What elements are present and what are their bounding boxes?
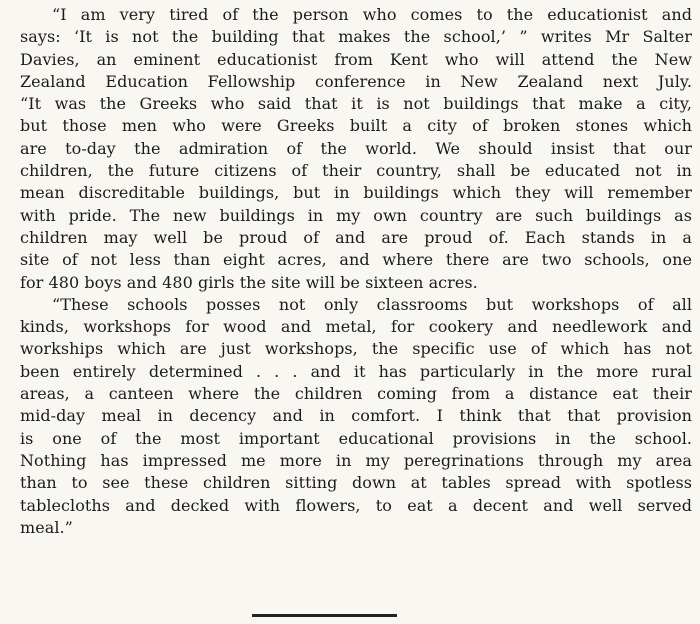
text-line: mean discreditable buildings, but in buildings which they will remember — [20, 183, 692, 203]
text-line: Nothing has impressed me more in my peregrinations through my area — [20, 450, 692, 470]
paragraph-2 — [20, 294, 692, 539]
text-line: workships which are just workshops, the specific use of which has not — [20, 339, 692, 359]
text-line: children may well be proud of and are proud of. Each stands in a — [20, 227, 692, 247]
text-line: “These schools posses not only classrooms but workshops of all — [52, 294, 692, 314]
text-line: but those men who were Greeks built a city of broken stones which — [20, 116, 692, 136]
text-line: Davies, an eminent educationist from Kent who will attend the New — [20, 49, 692, 69]
text-line: Zealand Education Fellowship conference in New Zealand next July. — [20, 71, 692, 91]
text-line: “It was the Greeks who said that it is not buildings that make a city, — [20, 94, 692, 114]
section-divider — [252, 614, 397, 617]
text-line: children, the future citizens of their country, shall be educated not in — [20, 161, 692, 181]
text-line: says: ‘It is not the building that makes the school,’ ” writes Mr Salter — [20, 27, 692, 47]
text-line: kinds, workshops for wood and metal, for cookery and needlework and — [20, 317, 692, 337]
text-line: “I am very tired of the person who comes to the educationist and — [52, 5, 692, 24]
text-line: tablecloths and decked with flowers, to eat a decent and well served — [20, 495, 692, 515]
paragraph-1 — [20, 4, 692, 294]
text-line: meal.” — [20, 517, 73, 537]
text-line: is one of the most important educational provisions in the school. — [20, 428, 692, 448]
text-line: are to-day the admiration of the world. We should insist that our — [20, 138, 692, 158]
text-line: been entirely determined . . . and it has particularly in the more rural — [20, 361, 692, 381]
text-line: than to see these children sitting down at tables spread with spotless — [20, 473, 692, 493]
article-body — [20, 4, 692, 539]
text-line: with pride. The new buildings in my own country are such buildings as — [20, 205, 692, 225]
text-line: mid-day meal in decency and in comfort. I think that that provision — [20, 406, 692, 426]
text-line: areas, a canteen where the children coming from a distance eat their — [20, 384, 692, 404]
text-line: for 480 boys and 480 girls the site will be sixteen acres. — [20, 272, 478, 292]
text-line: site of not less than eight acres, and where there are two schools, one — [20, 250, 692, 270]
